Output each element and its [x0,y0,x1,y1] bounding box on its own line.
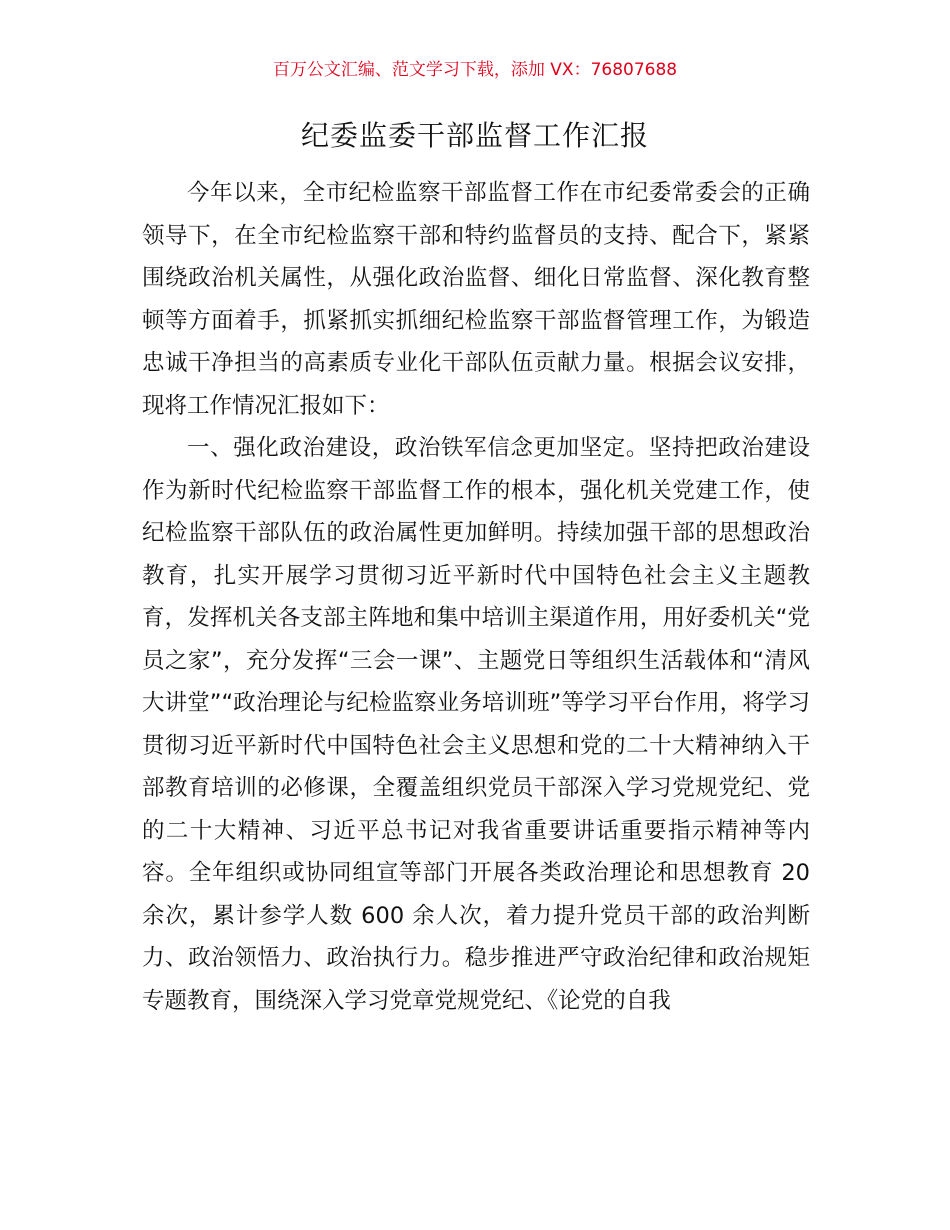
paragraph-intro: 今年以来，全市纪检监察干部监督工作在市纪委常委会的正确领导下，在全市纪检监察干部和特约监督员的支持、配合下，紧紧围绕政治机关属性，从强化政治监督、细化日常监督、深化教育整顿等方面着手，抓紧抓实抓细纪检监察干部监督管理工作，为锻造忠诚干净担当的高素质专业化干部队伍贡献力量。根据会议安排，现将工作情况汇报如下： [142,180,810,419]
document-body [142,172,810,1022]
paragraph-section-one: 一、强化政治建设，政治铁军信念更加坚定。坚持把政治建设作为新时代纪检监察干部监督工作的根本，强化机关党建工作，使纪检监察干部队伍的政治属性更加鲜明。持续加强干部的思想政治教育，扎实开展学习贯彻习近平新时代中国特色社会主义主题教育，发挥机关各支部主阵地和集中培训主渠道作用，用好委机关“党员之家”，充分发挥“三会一课”、主题党日等组织生活载体和“清风大讲堂”“政治理论与纪检监察业务培训班”等学习平台作用，将学习贯彻习近平新时代中国特色社会主义思想和党的二十大精神纳入干部教育培训的必修课，全覆盖组织党员干部深入学习党规党纪、党的二十大精神、习近平总书记对我省重要讲话重要指示精神等内容。全年组织或协同组宣等部门开展各类政治理论和思想教育 20 余次，累计参学人数 600 余人次，着力提升党员干部的政治判断力、政治领悟力、政治执行力。稳步推进严守政治纪律和政治规矩专题教育，围绕深入学习党章党规党纪、《论党的自我 [142,435,810,1014]
document-title: 纪委监委干部监督工作汇报 [300,119,649,152]
header-promo-note: 百万公文汇编、范文学习下载，添加 VX：76807688 [272,60,678,80]
